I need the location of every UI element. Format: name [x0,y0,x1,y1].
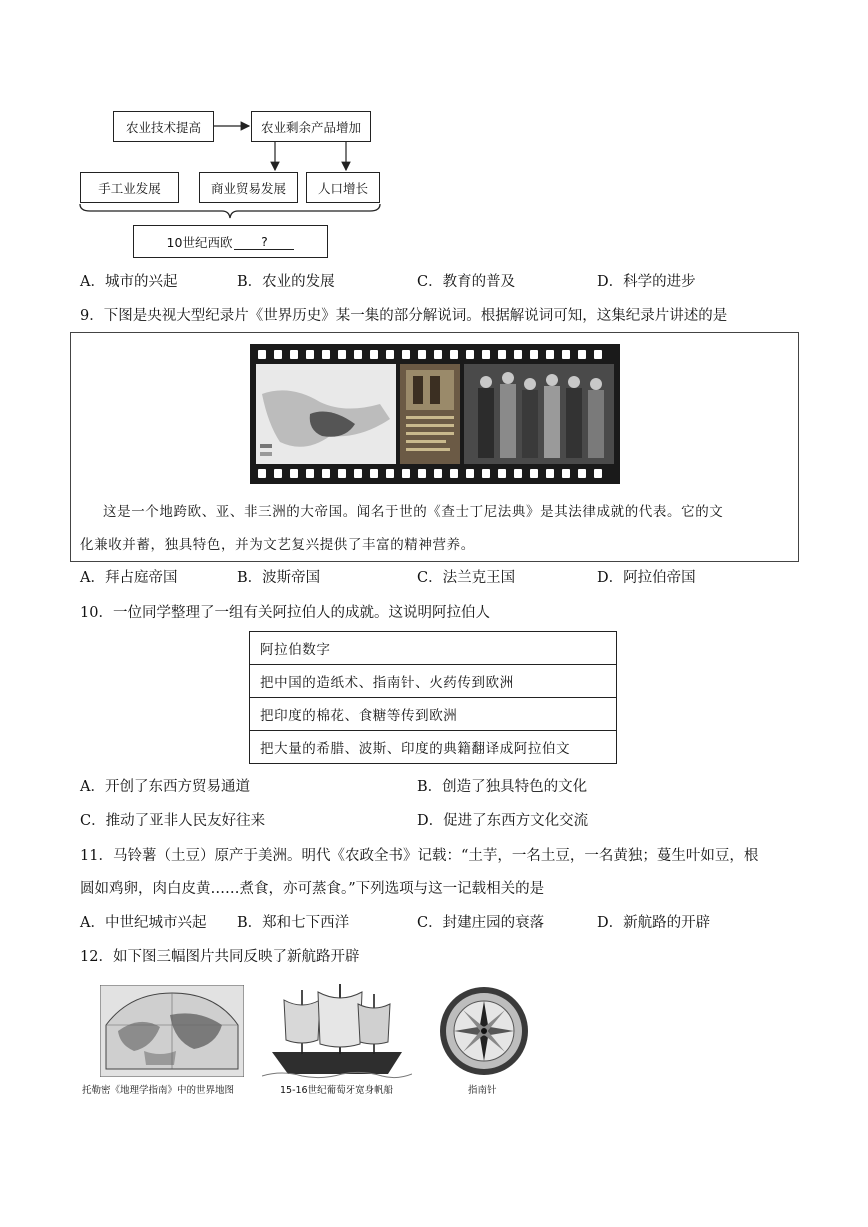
table-row: 把中国的造纸术、指南针、火药传到欧洲 [250,665,617,698]
q8-option-a[interactable]: A．城市的兴起 [80,274,178,290]
q9-option-a[interactable]: A．拜占庭帝国 [80,570,178,586]
carrack-ship-image [262,980,412,1080]
film-frame-mosaic [464,364,614,464]
film-frame-manuscript [400,364,460,464]
flow-connectors [0,0,868,260]
q9-option-d[interactable]: D．阿拉伯帝国 [597,570,696,586]
q8-option-b[interactable]: B．农业的发展 [237,274,335,290]
q10-option-b[interactable]: B．创造了独具特色的文化 [417,779,588,795]
q11-option-b[interactable]: B．郑和七下西洋 [237,915,350,931]
ptolemy-map-image [100,985,244,1077]
box-commerce: 商业贸易发展 [199,172,298,203]
q8-option-c[interactable]: C．教育的普及 [417,274,516,290]
q9-stem: 9．下图是央视大型纪录片《世界历史》某一集的部分解说词。根据解说词可知，这集纪录片讲述的是 [80,308,728,324]
q11-option-d[interactable]: D．新航路的开辟 [597,915,711,931]
box-result: 10世纪西欧 ? [133,225,328,258]
q11-line-2: 圆如鸡卵，肉白皮黄……煮食，亦可蒸食。”下列选项与这一记载相关的是 [80,881,545,897]
q10-stem: 10．一位同学整理了一组有关阿拉伯人的成就。这说明阿拉伯人 [80,605,490,621]
box-handicraft: 手工业发展 [80,172,179,203]
q9-narration-line-1: 这是一个地跨欧、亚、非三洲的大帝国。闻名于世的《查士丁尼法典》是其法律成就的代表。它的文 [103,504,724,520]
compass-image [433,985,535,1077]
answer-blank: ? [234,234,294,250]
q9-option-b[interactable]: B．波斯帝国 [237,570,321,586]
table-row: 把印度的棉花、食糖等传到欧洲 [250,698,617,731]
box-surplus: 农业剩余产品增加 [251,111,371,142]
q11-line-1: 11．马铃薯（土豆）原产于美洲。明代《农政全书》记载：“土芋，一名土豆，一名黄独；蔓生叶如豆，根 [80,848,759,864]
q8-option-d[interactable]: D．科学的进步 [597,274,696,290]
q11-option-c[interactable]: C．封建庄园的衰落 [417,915,545,931]
q11-option-a[interactable]: A．中世纪城市兴起 [80,915,207,931]
q10-option-d[interactable]: D．促进了东西方文化交流 [417,813,589,829]
q10-option-a[interactable]: A．开创了东西方贸易通道 [80,779,250,795]
table-row: 阿拉伯数字 [250,632,617,665]
q9-option-c[interactable]: C．法兰克王国 [417,570,516,586]
table-row: 把大量的希腊、波斯、印度的典籍翻译成阿拉伯文 [250,731,617,764]
box-agri-tech: 农业技术提高 [113,111,214,142]
box-population: 人口增长 [306,172,380,203]
caption-compass: 指南针 [468,1085,497,1096]
q12-stem: 12．如下图三幅图片共同反映了新航路开辟 [80,949,360,965]
film-strip-image [250,344,620,484]
q9-narration-line-2: 化兼收并蓄，独具特色，并为文艺复兴提供了丰富的精神营养。 [80,537,475,553]
q10-option-c[interactable]: C．推动了亚非人民友好往来 [80,813,266,829]
caption-map: 托勒密《地理学指南》中的世界地图 [82,1085,235,1096]
q10-achievements-table [249,631,617,764]
caption-ship: 15-16世纪葡萄牙宽身帆船 [280,1085,394,1096]
film-frame-map [256,364,396,464]
